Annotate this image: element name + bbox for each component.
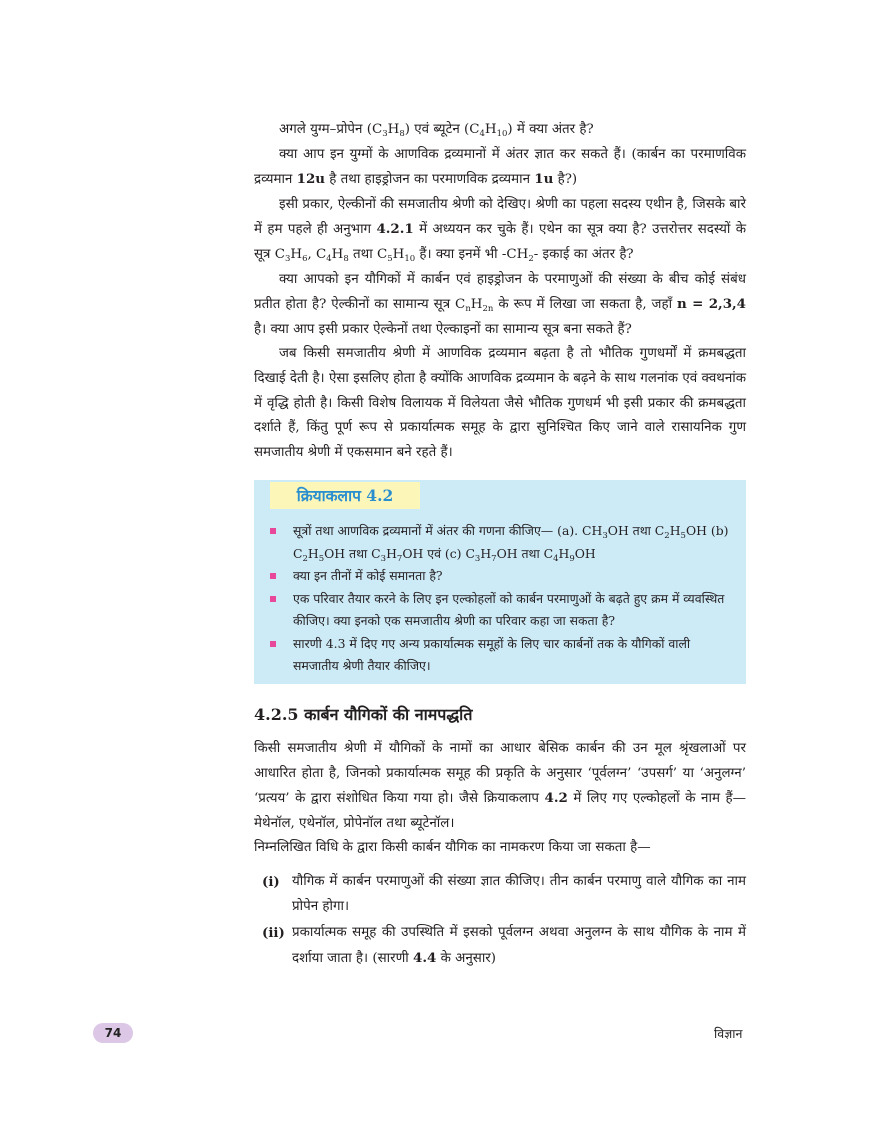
naming-steps [254,870,746,973]
activity-title: क्रियाकलाप 4.2 [270,482,420,509]
paragraph-physical-properties: जब किसी समजातीय श्रेणी में आणविक द्रव्यमान बढ़ता है तो भौतिक गुणधर्मों में क्रमबद्धता दिखाई देती है। ऐसा इसलिए होता है क्योंकि आणविक द्रव्यमान के बढ़ने के साथ गलनांक एवं क्वथनांक में वृद्धि होती है। किसी विशेष विलायक में विलेयता जैसे भौतिक गुणधर्म भी इसी प्रकार की क्रमबद्धता दर्शाते हैं, किंतु पूर्ण रूप से प्रकार्यात्मक समूह के द्वारा सुनिश्चित किए जाने वाले रासायनिक गुण समजातीय श्रेणी में एकसमान बने रहते हैं। [254,346,746,460]
paragraph-naming-method: निम्नलिखित विधि के द्वारा किसी कार्बन यौगिक का नामकरण किया जा सकता है— [254,840,651,856]
activity-list [270,520,730,678]
paragraph-alkenes: इसी प्रकार, ऐल्कीनों की समजातीय श्रेणी को देखिए। श्रेणी का पहला सदस्य एथीन है, जिसके बारे में हम पहले ही अनुभाग 4.2.1 में अध्ययन कर चुके हैं। एथेन का सूत्र क्या है? उत्तरोत्तर सदस्यों के सूत्र $C_3H_6$, $C_4H_8$ तथा $C_5H_{10}$ हैं। क्या इनमें भी $-CH_2-$ इकाई का अंतर है? [254,196,746,264]
section-heading: 4.2.5 कार्बन यौगिकों की नामपद्धति [254,705,473,724]
step-number: (i) [262,874,280,890]
activity-item-4: सारणी 4.3 में दिए गए अन्य प्रकार्यात्मक समूहों के लिए चार कार्बनों तक के यौगिकों वाली समजातीय श्रेणी तैयार कीजिए। [270,633,730,678]
step-number: (ii) [262,925,285,942]
book-title: विज्ञान [714,1026,743,1041]
square-bullet-icon [270,641,276,647]
paragraph-nomenclature: किसी समजातीय श्रेणी में यौगिकों के नामों का आधार बेसिक कार्बन की उन मूल श्रृंखलाओं पर आधारित होता है, जिनको प्रकार्यात्मक समूह की प्रकृति के अनुसार ‘पूर्वलग्न’ ‘उपसर्ग’ या ‘अनुलग्न’ ‘प्रत्यय’ के द्वारा संशोधित किया गया हो। जैसे क्रियाकलाप 4.2 में लिए गए एल्कोहलों के नाम हैं— मेथेनॉल, एथेनॉल, प्रोपेनॉल तथा ब्यूटेनॉल। [254,741,747,831]
page-number: 74 [93,1023,133,1043]
activity-item-2: क्या इन तीनों में कोई समानता है? [270,565,730,588]
square-bullet-icon [270,596,276,602]
paragraph-general-formula: क्या आपको इन यौगिकों में कार्बन एवं हाइड्रोजन के परमाणुओं की संख्या के बीच कोई संबंध प्रतीत होता है? ऐल्कीनों का सामान्य सूत्र $C_nH_{2n}$ के रूप में लिखा जा सकता है, जहाँ n = 2,3,4 है। क्या आप इसी प्रकार ऐल्केनों तथा ऐल्काइनों का सामान्य सूत्र बना सकते हैं? [254,271,746,337]
square-bullet-icon [270,528,276,534]
paragraph-propene-butane: अगले युग्म–प्रोपेन $(C_3H_8)$ एवं ब्यूटेन $(C_4H_{10})$ में क्या अंतर है? [279,122,594,139]
nomenclature-text [254,737,746,861]
paragraph-molecular-mass: क्या आप इन युग्मों के आणविक द्रव्यमानों में अंतर ज्ञात कर सकते हैं। (कार्बन का परमाणविक द्रव्यमान 12u है तथा हाइड्रोजन का परमाणविक द्रव्यमान 1u है?) [254,146,746,188]
intro-text [254,118,746,465]
activity-item-3: एक परिवार तैयार करने के लिए इन एल्कोहलों को कार्बन परमाणुओं के बढ़ते हुए क्रम में व्यवस्थित कीजिए। क्या इनको एक समजातीय श्रेणी का परिवार कहा जा सकता है? [270,588,730,633]
step-2: (ii) प्रकार्यात्मक समूह की उपस्थिति में इसको पूर्वलग्न अथवा अनुलग्न के साथ यौगिक के नाम में दर्शाया जाता है। (सारणी 4.4 के अनुसार) [254,921,746,971]
activity-box [254,480,746,684]
square-bullet-icon [270,573,276,579]
step-1: (i) यौगिक में कार्बन परमाणुओं की संख्या ज्ञात कीजिए। तीन कार्बन परमाणु वाले यौगिक का नाम प्रोपेन होगा। [254,870,746,919]
activity-item-1: सूत्रों तथा आणविक द्रव्यमानों में अंतर की गणना कीजिए— (a). $CH_3OH$ तथा $C_2H_5OH$ (b) $C_2H_5OH$ तथा $C_3H_7OH$ एवं (c) $C_3H_7OH$ तथा $C_4H_9OH$ [270,520,730,565]
